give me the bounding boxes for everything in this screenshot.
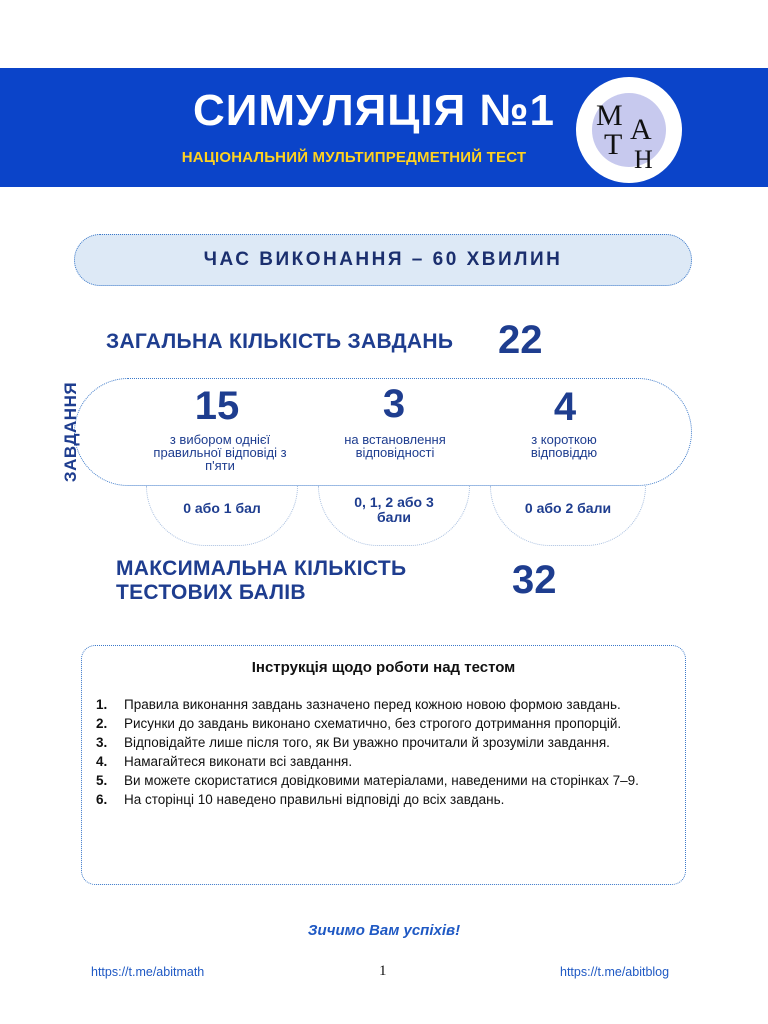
page-title: СИМУЛЯЦІЯ №1	[193, 86, 555, 135]
instruction-number: 3.	[96, 735, 108, 750]
total-tasks-label: ЗАГАЛЬНА КІЛЬКІСТЬ ЗАВДАНЬ	[106, 330, 454, 353]
instruction-number: 5.	[96, 773, 108, 788]
logo-letter: M	[596, 99, 623, 132]
task-points-2	[318, 495, 470, 525]
instructions-title: Інструкція щодо роботи над тестом	[251, 659, 516, 676]
footer-link-abitmath[interactable]: https://t.me/abitmath	[91, 965, 205, 979]
instruction-item	[96, 790, 670, 809]
instructions-list	[96, 695, 670, 809]
logo-letter: A	[630, 113, 652, 146]
task-desc-3: з короткою відповіддю	[530, 432, 598, 460]
time-text: ЧАС ВИКОНАННЯ – 60 ХВИЛИН	[203, 249, 563, 270]
footer-link-abitblog[interactable]: https://t.me/abitblog	[560, 965, 670, 979]
good-luck-text: Зичимо Вам успіхів!	[307, 922, 461, 939]
instruction-item	[96, 752, 670, 771]
task-desc-1: з вибором однієї правильної відповіді з п'яти	[153, 432, 287, 473]
instruction-item	[96, 714, 670, 733]
instruction-text: Намагайтеся виконати всі завдання.	[124, 754, 353, 769]
max-score-label-line1: МАКСИМАЛЬНА КІЛЬКІСТЬ	[116, 557, 407, 580]
instruction-text: Відповідайте лише після того, як Ви уважно прочитали й зрозуміли завдання.	[124, 735, 610, 750]
page-subtitle: НАЦІОНАЛЬНИЙ МУЛЬТИПРЕДМЕТНИЙ ТЕСТ	[181, 149, 527, 166]
logo-letter: H	[634, 145, 653, 174]
task-count-1: 15	[194, 384, 240, 428]
task-count-2: 3	[382, 382, 406, 426]
instruction-text: Правила виконання завдань зазначено перед кожною новою формою завдань.	[124, 697, 621, 712]
instruction-number: 6.	[96, 792, 108, 807]
max-score-value: 32	[512, 558, 557, 602]
logo-letter: T	[604, 128, 623, 161]
instruction-text: На сторінці 10 наведено правильні відповіді до всіх завдань.	[124, 792, 505, 807]
max-score-label	[116, 557, 406, 605]
max-score-label-line2: ТЕСТОВИХ БАЛІВ	[116, 581, 306, 604]
task-points-2-text: 0, 1, 2 або 3 бали	[354, 494, 434, 525]
total-tasks-value: 22	[498, 318, 543, 362]
instruction-item	[96, 771, 670, 790]
instruction-number: 1.	[96, 697, 108, 712]
instruction-item	[96, 733, 670, 752]
task-count-3: 4	[553, 385, 577, 429]
instruction-item	[96, 695, 670, 714]
instruction-number: 4.	[96, 754, 108, 769]
task-points-1: 0 або 1 бал	[183, 500, 261, 516]
task-points-3: 0 або 2 бали	[524, 500, 612, 516]
points-arc-3	[490, 486, 646, 546]
tasks-vertical-label: ЗАВДАННЯ	[61, 381, 80, 483]
instruction-text: Ви можете скористатися довідковими матеріалами, наведеними на сторінках 7–9.	[124, 773, 639, 788]
page-number: 1	[379, 963, 387, 979]
points-arc-1	[146, 486, 298, 546]
instruction-text: Рисунки до завдань виконано схематично, без строгого дотримання пропорцій.	[124, 716, 622, 731]
task-desc-2: на встановлення відповідності	[344, 432, 446, 460]
instruction-number: 2.	[96, 716, 108, 731]
